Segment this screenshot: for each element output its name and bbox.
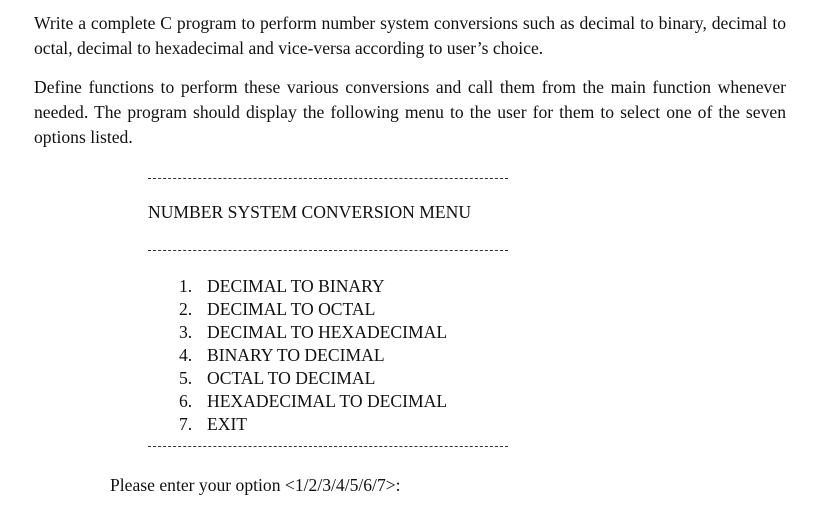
- option-prompt: Please enter your option <1/2/3/4/5/6/7>:: [110, 475, 401, 495]
- menu-item-decimal-to-binary: [179, 275, 447, 298]
- menu-item-label: HEXADECIMAL TO DECIMAL: [207, 391, 448, 411]
- menu-item-label: EXIT: [207, 414, 248, 434]
- menu-title: NUMBER SYSTEM CONVERSION MENU: [148, 202, 472, 222]
- menu-item-number: 3.: [179, 322, 193, 342]
- menu-item-binary-to-decimal: [179, 344, 447, 367]
- menu-top-divider: [148, 178, 508, 179]
- menu-item-number: 5.: [179, 368, 193, 388]
- menu-item-label: OCTAL TO DECIMAL: [207, 368, 376, 388]
- menu-item-octal-to-decimal: [179, 367, 447, 390]
- instructions-paragraph: Define functions to perform these various conversions and call them from the main function whenever needed. The program should display the following menu to the user for them to select one of the seven options listed.: [34, 77, 786, 147]
- menu-item-hexadecimal-to-decimal: [179, 390, 447, 413]
- menu-item-number: 2.: [179, 299, 193, 319]
- menu-item-number: 1.: [179, 276, 193, 296]
- menu-item-label: DECIMAL TO HEXADECIMAL: [207, 322, 448, 342]
- intro-paragraph: Write a complete C program to perform number system conversions such as decimal to binary, decimal to octal, decimal to hexadecimal and vice-versa according to user’s choice.: [34, 13, 786, 58]
- menu-item-number: 4.: [179, 345, 193, 365]
- menu-item-label: DECIMAL TO BINARY: [207, 276, 385, 296]
- menu-item-decimal-to-octal: [179, 298, 447, 321]
- menu-item-label: BINARY TO DECIMAL: [207, 345, 385, 365]
- menu-title-divider: [148, 250, 508, 251]
- menu-list: [179, 275, 447, 436]
- menu-bottom-divider: [148, 446, 508, 447]
- menu-item-exit: [179, 413, 447, 436]
- menu-item-number: 7.: [179, 414, 193, 434]
- menu-item-number: 6.: [179, 391, 193, 411]
- menu-item-decimal-to-hexadecimal: [179, 321, 447, 344]
- menu-item-label: DECIMAL TO OCTAL: [207, 299, 376, 319]
